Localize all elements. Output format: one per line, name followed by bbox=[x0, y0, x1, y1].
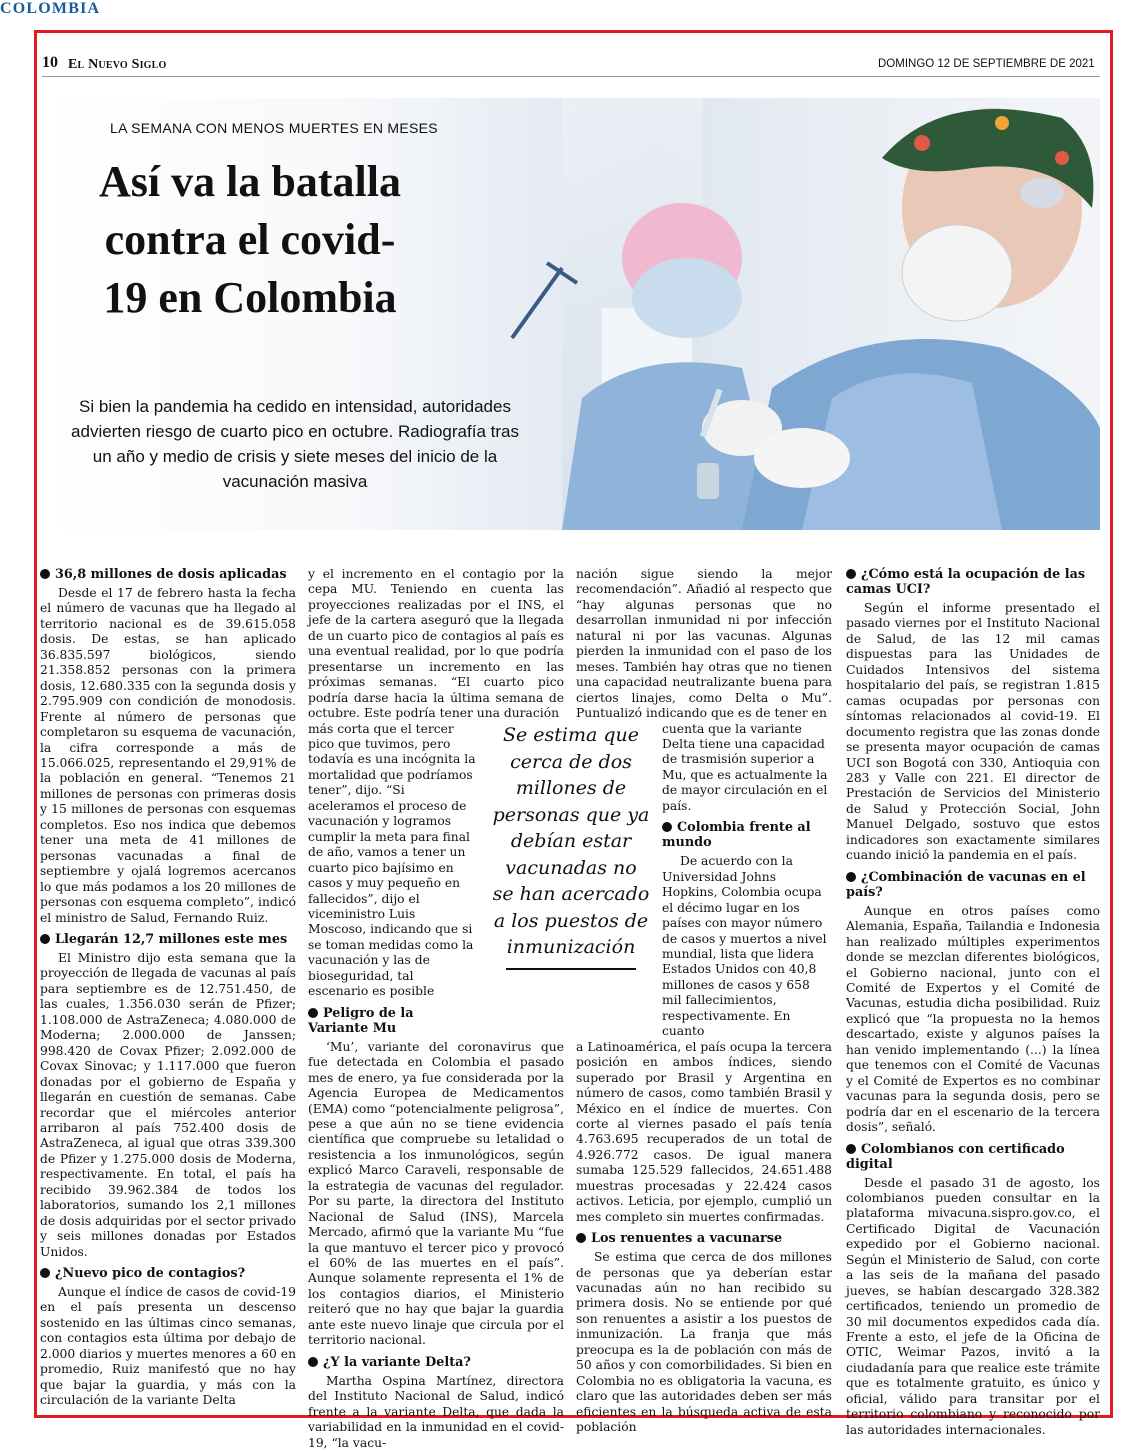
column-1 bbox=[40, 567, 296, 1409]
subhead: ¿Combinación de vacunas en el país? bbox=[846, 869, 1086, 900]
subhead: Los renuentes a vacunarse bbox=[576, 1231, 832, 1246]
paragraph: Desde el 17 de febrero hasta la fecha el número de vacunas que ha llegado al territorio nacional es de 39.615.058 dosis. De estas, se han aplicado 36.835.597 biológicos, siendo 21.358.852 personas con la primera dosis, 12.680.335 con la segunda dosis y 2.795.909 con condición de monodosis. Frente al número de personas que completaron su esquema de vacunación, la cifra corresponde a más de 15.066.025, representando el 29,91% de la población en general. “Tenemos 21 millones de personas con primeras dosis y 15 millones de personas con esquemas completos. Eso nos indica que debemos tener una meta de 41 millones de personas vacunadas a final de septiembre y ojalá logremos acercanos lo que más podamos a los 20 millones de personas con esquema completo”, indicó el ministro de Salud, Fernando Ruiz. bbox=[40, 586, 296, 925]
bullet-dot-icon bbox=[662, 822, 672, 832]
article-kicker: LA SEMANA CON MENOS MUERTES EN MESES bbox=[110, 120, 438, 136]
bullet-dot-icon bbox=[846, 1144, 856, 1154]
bullet-dot-icon bbox=[40, 1268, 50, 1278]
subhead: ¿Y la variante Delta? bbox=[308, 1355, 564, 1370]
bullet-dot-icon bbox=[846, 569, 856, 579]
bullet-dot-icon bbox=[846, 872, 856, 882]
paragraph: nación sigue siendo la mejor recomendación”. Añadió al respecto que “hay algunas personas que no desarrollan inmunidad ni por infección natural ni por las vacunas. Algunas pierden la inmunidad con el paso de los meses. También hay otras que no tienen una capacidad neutralizante buena para ciertos linajes, como Delta o Mu”. Puntualizó indicando que es de tener en bbox=[576, 567, 832, 721]
paragraph: más corta que el tercer pico que tuvimos, pero todavía es una incógnita la mortalidad que podríamos tener”, dijo. “Si aceleramos el proceso de vacunación y logramos cumplir la meta para final de año, vamos a tener un cuarto pico bajísimo en casos y muy pequeño en fallecidos”, dijo el viceministro Luis Moscoso, indicando que si se toman medidas como la vacunación y las de bioseguridad, tal escenario es posible bbox=[308, 721, 476, 999]
paragraph: y el incremento en el contagio por la cepa MU. Teniendo en cuenta las proyecciones realizadas por el INS, el jefe de la cartera aseguró que la llegada de un cuarto pico de contagios al país es una eventual realidad, por lo que podría presentarse un incremento en las próximas semanas. “El cuarto pico podría darse hacia la última semana de octubre. Este podría tener una duración bbox=[308, 567, 564, 721]
article-subtitle: Si bien la pandemia ha cedido en intensidad, autoridades advierten riesgo de cuarto pico en octubre. Radiografía tras un año y medio de crisis y siete meses del inicio de la vacunación masiva bbox=[71, 397, 519, 491]
paragraph: Desde el pasado 31 de agosto, los colombianos pueden consultar en la plataforma mivacuna.sispro.gov.co, el Certificado Digital de Vacunación expedido por el Gobierno nacional. Según el Ministerio de Salud, con corte a las seis de la mañana del pasado jueves, se habían descargado 328.382 certificados, teniendo un promedio de 30 mil documentos expedidos cada día. Frente a esto, el jefe de la Oficina de OTIC, Weimar Pazos, invitó a la ciudadanía para que realice este trámite que es totalmente gratuito, es único y oficial, válido para transitar por el territorio colombiano y reconocido por las autoridades internacionales. bbox=[846, 1175, 1100, 1437]
paragraph: Martha Ospina Martínez, directora del Instituto Nacional de Salud, indicó frente a la variante Delta, que dada la variabilidad en la inmunidad en el covid-19, “la vacu- bbox=[308, 1373, 564, 1450]
section-label: COLOMBIA bbox=[0, 0, 101, 17]
paragraph: Aunque el índice de casos de covid-19 en el país presenta un descenso sostenido en las últimas cinco semanas, con contagios esta última por debajo de 2.000 diarios y muertes menores a 60 en promedio, Ruiz manifestó que no hay que bajar la guardia, y más con la circulación de la variante Delta bbox=[40, 1285, 296, 1408]
issue-date: DOMINGO 12 DE SEPTIEMBRE DE 2021 bbox=[878, 58, 1095, 70]
column-4 bbox=[846, 567, 1100, 1438]
column-2 bbox=[308, 567, 564, 1451]
paragraph: cuenta que la variante Delta tiene una capacidad de trasmisión superior a Mu, que es actualmente la de mayor circulación en el país. bbox=[662, 721, 828, 813]
subhead: ¿Nuevo pico de contagios? bbox=[40, 1266, 296, 1281]
bullet-dot-icon bbox=[40, 934, 50, 944]
pull-quote-rule bbox=[506, 968, 636, 970]
newspaper-name: El Nuevo Siglo bbox=[68, 57, 167, 72]
bullet-dot-icon bbox=[308, 1008, 318, 1018]
subhead: Peligro de la Variante Mu bbox=[308, 1005, 414, 1036]
bullet-dot-icon bbox=[40, 569, 50, 579]
subhead: Colombia frente al mundo bbox=[662, 820, 811, 851]
subhead: Llegarán 12,7 millones este mes bbox=[40, 932, 296, 947]
page-number: 10 bbox=[42, 54, 58, 71]
bullet-dot-icon bbox=[308, 1357, 318, 1367]
header-rule bbox=[42, 76, 1100, 77]
paragraph: Aunque en otros países como Alemania, España, Tailandia e Indonesia han realizado múltiples experimentos donde se mezclan diferentes biológicos, el Gobierno nacional, junto con el Comité de Expertos y el Comité de Vacunas, estudia dicha posibilidad. Ruiz explicó que “la propuesta no la hemos descartado, existe y algunos países la han venido implementando (...) la línea que tenemos con el Comité de Vacunas y el Comité de Expertos es no combinar vacunas para la segunda dosis, pero se podría dar en el escenario de la tercera dosis”, señaló. bbox=[846, 903, 1100, 1135]
article-title: Así va la batalla contra el covid-19 en Colombia bbox=[99, 157, 401, 322]
paragraph: ‘Mu’, variante del coronavirus que fue detectada en Colombia el pasado mes de enero, ya fue considerada por la Agencia Europea de Medicamentos (EMA) como “potencialmente peligrosa”, pese a que aún no se tiene evidencia científica que compruebe su letalidad o resistencia a los inmunológicos, según explicó Marco Caraveli, responsable de la estrategia de vacunas del regulador. Por su parte, la directora del Instituto Nacional de Salud (INS), Marcela Mercado, afirmó que la variante Mu “fue la que mantuvo el tercer pico y provocó el 60% de las muertes en el país”. Aunque solamente representa el 1% de los contagios diarios, el Ministerio reiteró que no hay que bajar la guardia ante este nuevo linaje que circula por el territorio nacional. bbox=[308, 1039, 564, 1348]
paragraph: Se estima que cerca de dos millones de personas que ya deberían estar vacunadas aún no han recibido su primera dosis. No se entiende por qué son renuentes a asistir a los puestos de inmunización. La franja que más preocupa es la de población con más de 50 años y con comorbilidades. Si bien en Colombia no es obligatoria la vacuna, es claro que las autoridades deben ser más eficientes en la búsqueda activa de esta población bbox=[576, 1250, 832, 1435]
paragraph: El Ministro dijo esta semana que la proyección de llegada de vacunas al país para septiembre es de 12.751.450, de las cuales, 1.356.030 serán de Pfizer; 1.108.000 de AstraZeneca; 4.080.000 de Moderna; 2.000.000 de Janssen; 998.420 de Covax Pfizer; 2.092.000 de Covax Sinovac; y 1.117.000 que fueron donadas por el gobierno de España y llegarán en cuestión de semanas. Cabe recordar que el miércoles anterior arribaron al país 752.400 dosis de AstraZeneca, al igual que otras 339.300 de Pfizer y 1.275.000 dosis de Moderna, respectivamente. En total, el país ha recibido 39.962.384 de todos los laboratorios, sumando los 2,1 millones de dosis adquiridas por el sector privado y seis millones donadas por Estados Unidos. bbox=[40, 950, 296, 1259]
pull-quote: Se estima que cerca de dos millones de personas que ya debían estar vacunadas no se han acercado a los puestos de inmunización bbox=[492, 724, 650, 958]
paragraph: a Latinoamérica, el país ocupa la tercera posición en ambos índices, siendo superado por Brasil y Argentina en número de casos, como también Brasil y México en el índice de muertes. Con corte al viernes pasado el país tenía 4.763.695 recuperados de un total de 4.926.772 casos. De igual manera sumaba 125.529 fallecidos, 24.651.488 muestras procesadas y 22.424 casos activos. Leticia, por ejemplo, cumplió un mes completo sin muertes confirmadas. bbox=[576, 1039, 832, 1224]
paragraph: Según el informe presentado el pasado viernes por el Instituto Nacional de Salud, de las 12 mil camas dispuestas para las Unidades de Cuidados Intensivos del sistema hospitalario del país, se registran 1.815 camas ocupadas por personas con síntomas relacionados al covid-19. El documento registra que las zonas donde se presenta mayor ocupación de camas UCI son Bogotá con 330, Antioquia con 283 y Valle con 221. El director de Prestación de Servicios del Ministerio de Salud y Protección Social, John Manuel Delgado, sostuvo que estos indicadores son exactamente similares cuando inició la pandemia en el país. bbox=[846, 601, 1100, 863]
paragraph: De acuerdo con la Universidad Johns Hopkins, Colombia ocupa el décimo lugar en los países con mayor número de casos y muertos a nivel mundial, lista que lidera Estados Unidos con 40,8 millones de casos y 658 mil fallecimientos, respectivamente. En cuanto bbox=[662, 854, 827, 1039]
subhead: Colombianos con certificado digital bbox=[846, 1141, 1065, 1172]
subhead: 36,8 millones de dosis aplicadas bbox=[40, 567, 296, 582]
column-3 bbox=[576, 567, 832, 1436]
bullet-dot-icon bbox=[576, 1233, 586, 1243]
subhead: ¿Cómo está la ocupación de las camas UCI? bbox=[846, 567, 1086, 597]
